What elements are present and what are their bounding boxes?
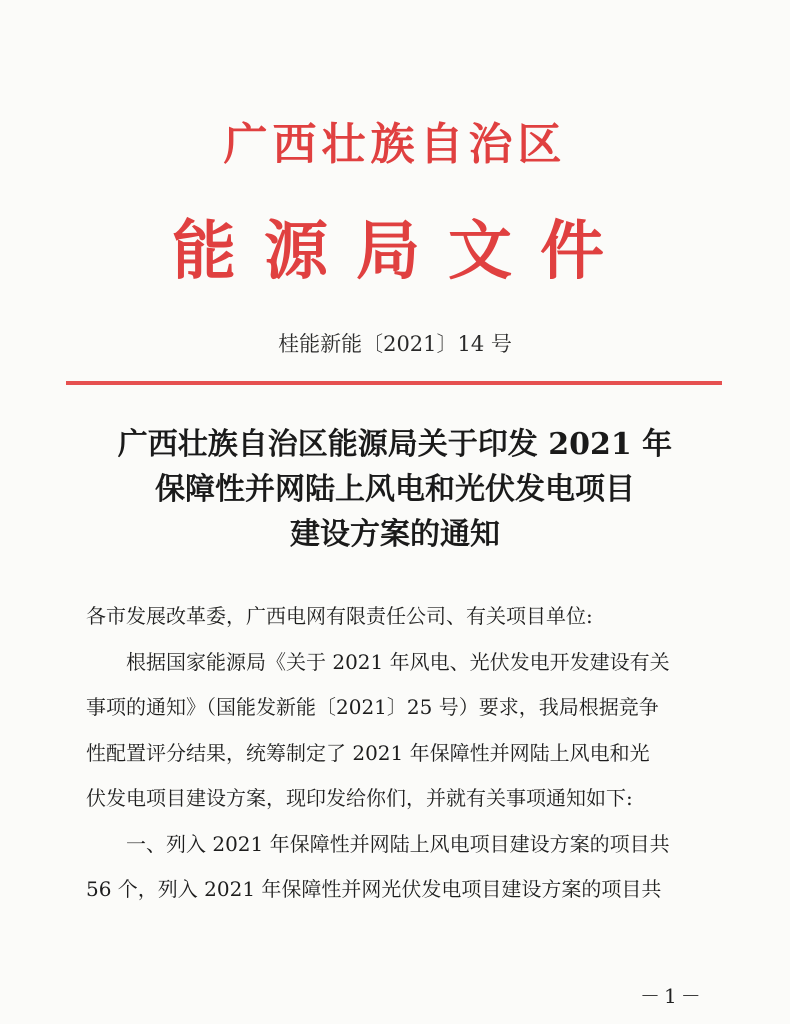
paragraph-1-line-1: 根据国家能源局《关于 2021 年风电、光伏发电开发建设有关 bbox=[126, 649, 670, 674]
document-body bbox=[86, 594, 746, 913]
title-line-1: 广西壮族自治区能源局关于印发 2021 年 bbox=[117, 427, 673, 462]
paragraph-2-line-2: 56 个，列入 2021 年保障性并网光伏发电项目建设方案的项目共 bbox=[86, 877, 662, 901]
issuer-name: 广西壮族自治区 bbox=[223, 119, 567, 170]
document-number: 桂能新能〔2021〕14 号 bbox=[278, 332, 512, 356]
paragraph-1-line-4: 伏发电项目建设方案，现印发给你们，并就有关事项通知如下: bbox=[86, 786, 633, 810]
paragraph-2-line-1: 一、列入 2021 年保障性并网陆上风电项目建设方案的项目共 bbox=[126, 831, 670, 856]
paragraph-1-line-3: 性配置评分结果，统筹制定了 2021 年保障性并网陆上风电和光 bbox=[86, 740, 650, 765]
red-divider-line bbox=[66, 381, 722, 385]
document-header: 能源局文件 bbox=[172, 214, 632, 289]
document-title bbox=[0, 422, 790, 557]
paragraph-1-line-2: 事项的通知》（国能发新能〔2021〕25 号）要求，我局根据竞争 bbox=[86, 695, 659, 719]
title-line-2: 保障性并网陆上风电和光伏发电项目 bbox=[155, 472, 635, 507]
salutation: 各市发展改革委，广西电网有限责任公司、有关项目单位: bbox=[86, 604, 593, 628]
page-number: －1－ bbox=[640, 984, 705, 1008]
title-line-3: 建设方案的通知 bbox=[290, 517, 500, 552]
